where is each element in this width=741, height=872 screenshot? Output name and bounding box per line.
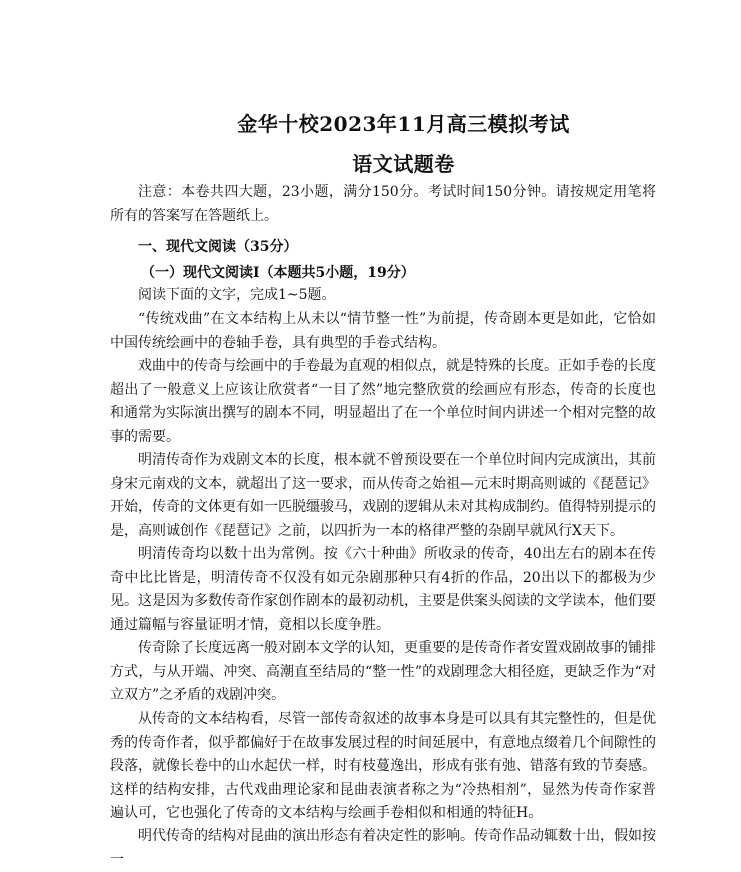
passage-paragraph-7: 明代传奇的结构对昆曲的演出形态有着决定性的影响。传奇作品动辄数十出，假如按一 bbox=[110, 828, 656, 868]
passage-paragraph-5: 传奇除了长度远离一般对剧本文学的认知，更重要的是传奇作者安置戏剧故事的铺排方式，与从开端、冲突、高潮直至结局的“整一性”的戏剧理念大相径庭，更缺乏作为“对立双方”之矛盾的戏剧冲突。 bbox=[110, 640, 656, 703]
passage-paragraph-1: “传统戏曲”在文本结构上从未以“情节整一性”为前提，传奇剧本更是如此，它恰如中国传统绘画中的卷轴手卷，具有典型的手卷式结构。 bbox=[110, 311, 656, 351]
notice-paragraph: 注意：本卷共四大题，23小题，满分150分。考试时间150分钟。请按规定用笔将所有的答案写在答题纸上。 bbox=[110, 184, 656, 224]
passage-paragraph-3: 明清传奇作为戏剧文本的长度，根本就不曾预设要在一个单位时间内完成演出，其前身宋元南戏的文本，就超出了这一要求，而从传奇之始祖—元末时期高则诚的《琵琶记》开始，传奇的文体更有如一匹脱缰骏马，戏剧的逻辑从未对其构成制约。值得特别提示的是，高则诚创作《琵琶记》之前，以四折为一本的格律严整的杂剧早就风行X天下。 bbox=[110, 452, 656, 539]
subsection-heading: （一）现代文阅读Ⅰ（本题共5小题，19分） bbox=[141, 265, 415, 281]
passage-paragraph-6: 从传奇的文本结构看，尽管一部传奇叙述的故事本身是可以具有其完整性的，但是优秀的传奇作者，似乎都偏好于在故事发展过程的时间延展中，有意地点缀着几个间隙性的段落，就像长卷中的山水起伏一样，时有枝蔓逸出，形成有张有弛、错落有致的节奏感。这样的结构安排，古代戏曲理论家和昆曲表演者称之为“冷热相剂”，显然为传奇作家普遍认可，它也强化了传奇的文本结构与绘画手卷相似和相通的特征H。 bbox=[110, 711, 656, 821]
passage-paragraph-2: 戏曲中的传奇与绘画中的手卷最为直观的相似点，就是特殊的长度。正如手卷的长度超出了一般意义上应该让欣赏者“一目了然”地完整欣赏的绘画应有形态，传奇的长度也和通常为实际演出撰写的剧本不同，明显超出了在一个单位时间内讲述一个相对完整的故事的需要。 bbox=[110, 358, 656, 445]
instruction-line: 阅读下面的文字，完成1~5题。 bbox=[138, 287, 336, 303]
section-heading: 一、现代文阅读（35分） bbox=[138, 239, 298, 255]
passage-paragraph-4: 明清传奇均以数十出为常例。按《六十种曲》所收录的传奇，40出左右的剧本在传奇中比比皆是，明清传奇不仅没有如元杂剧那种只有4折的作品，20出以下的都极为少见。这是因为多数传奇作家创作剧本的最初动机，主要是供案头阅读的文学读本，他们要通过篇幅与容量证明才情，竟相以长度争胜。 bbox=[110, 546, 656, 633]
exam-title: 金华十校2023年11月高三模拟考试 bbox=[237, 112, 570, 136]
exam-subtitle: 语文试题卷 bbox=[352, 152, 455, 176]
